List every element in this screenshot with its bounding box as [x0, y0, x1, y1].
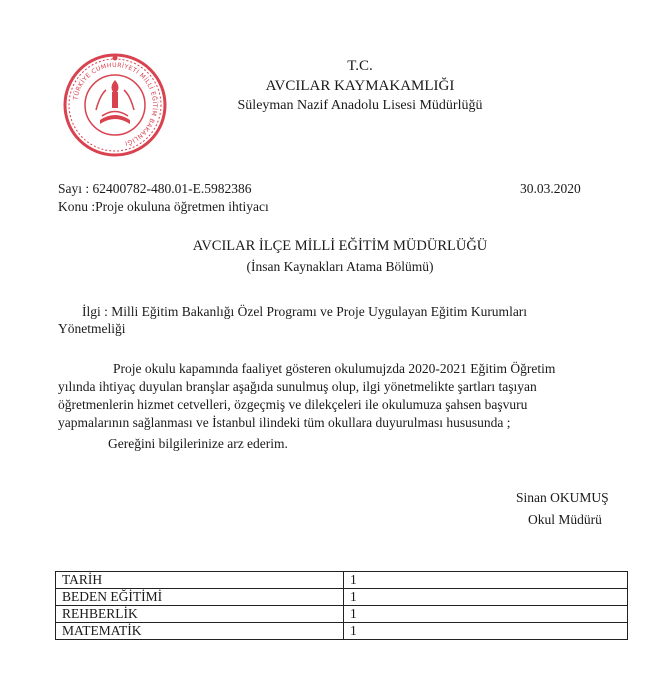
count-cell: 1	[344, 589, 628, 606]
branch-cell: BEDEN EĞİTİMİ	[56, 589, 344, 606]
recipient-name: AVCILAR İLÇE MİLLİ EĞİTİM MÜDÜRLÜĞÜ	[192, 238, 488, 254]
body-line-4: yapmalarının sağlanması ve İstanbul ilindeki tüm okullara duyurulması hususunda ;	[58, 415, 511, 430]
branch-cell: TARİH	[56, 572, 344, 589]
count-cell: 1	[344, 606, 628, 623]
konu-line: Konu :Proje okuluna öğretmen ihtiyacı	[58, 199, 269, 214]
table-row	[56, 572, 628, 589]
document-date: 30.03.2020	[520, 181, 581, 196]
signature-title: Okul Müdürü	[528, 512, 602, 527]
signature-name: Sinan OKUMUŞ	[516, 490, 609, 505]
sayi-line: Sayı : 62400782-480.01-E.5982386	[58, 181, 252, 196]
body-line-2: yılında ihtiyaç duyulan branşlar aşağıda sunulmuş olup, ilgi yönetmelikte şartları taşıyan	[58, 379, 537, 394]
table-row	[56, 606, 628, 623]
ilgi-line-1: İlgi : Milli Eğitim Bakanlığı Özel Programı ve Proje Uygulayan Eğitim Kurumları	[82, 304, 528, 319]
recipient-department: (İnsan Kaynakları Atama Bölümü)	[246, 259, 434, 274]
table-row	[56, 589, 628, 606]
closing-line: Gereğini bilgilerinize arz ederim.	[108, 436, 288, 451]
branch-table	[55, 571, 628, 640]
header-school: Süleyman Nazif Anadolu Lisesi Müdürlüğü	[237, 98, 483, 113]
body-line-1: Proje okulu kapamında faaliyet gösteren okulumujzda 2020-2021 Eğitim Öğretim	[113, 361, 556, 376]
header-tc: T.C.	[347, 58, 373, 74]
count-cell: 1	[344, 572, 628, 589]
ilgi-line-2: Yönetmeliği	[58, 321, 126, 336]
branch-cell: MATEMATİK	[56, 623, 344, 640]
ministry-seal-logo	[60, 50, 170, 160]
body-line-3: öğretmenlerin hizmet cetvelleri, özgeçmiş ve dilekçeleri ile okulumuza şahsen başvuru	[58, 397, 528, 412]
svg-text:TÜRKİYE CUMHURİYETİ MİLLİ EĞİT: TÜRKİYE CUMHURİYETİ MİLLİ EĞİTİM BAKANLIĞI	[72, 61, 159, 147]
count-cell: 1	[344, 623, 628, 640]
header-kaymakamlik: AVCILAR KAYMAKAMLIĞI	[265, 78, 455, 94]
table-row	[56, 623, 628, 640]
branch-cell: REHBERLİK	[56, 606, 344, 623]
